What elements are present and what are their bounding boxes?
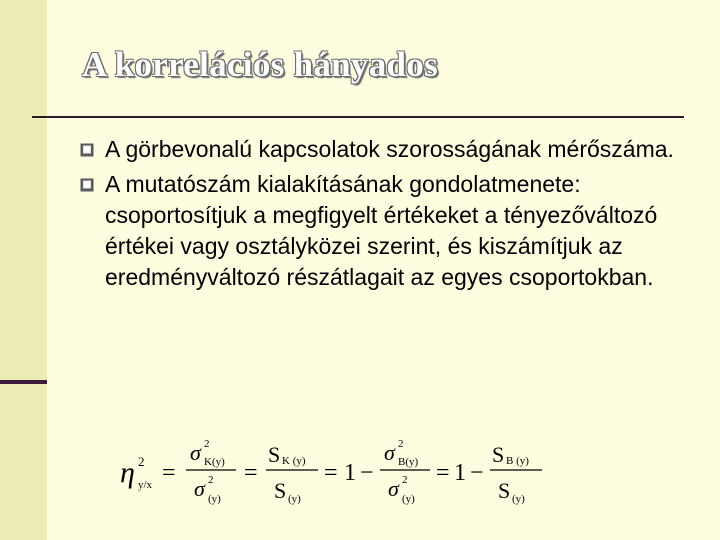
minus-sign: − bbox=[470, 460, 484, 486]
slide-title: A korrelációs hányados bbox=[82, 45, 439, 84]
sigma-den-sq: 2 bbox=[208, 474, 214, 486]
one: 1 bbox=[344, 460, 356, 486]
s-num: S bbox=[492, 442, 505, 467]
one: 1 bbox=[454, 460, 466, 486]
sigma-den-sub: (y) bbox=[402, 493, 415, 505]
s-den: S bbox=[274, 478, 287, 503]
bullet-text: A görbevonalú kapcsolatok szorosságának mérőszáma. bbox=[105, 136, 674, 162]
sigma-num-sub: K(y) bbox=[204, 456, 225, 468]
bullet-list bbox=[80, 134, 680, 297]
equals-sign: = bbox=[244, 460, 258, 486]
sigma-num: σ bbox=[190, 440, 201, 465]
sigma-den: σ bbox=[194, 476, 205, 501]
equals-sign: = bbox=[162, 460, 176, 486]
sigma-num-sq: 2 bbox=[204, 438, 210, 450]
eta-symbol: η bbox=[120, 456, 135, 489]
q-checkbox-icon bbox=[80, 178, 95, 193]
s-num: S bbox=[268, 442, 281, 467]
sigma-num: σ bbox=[384, 440, 395, 465]
minus-sign: − bbox=[360, 460, 374, 486]
sigma-num-sq: 2 bbox=[398, 438, 404, 450]
equals-sign: = bbox=[324, 460, 338, 486]
eta-sub: y/x bbox=[138, 479, 153, 491]
title-divider bbox=[32, 116, 684, 118]
sigma-den: σ bbox=[388, 476, 399, 501]
q-checkbox-icon bbox=[80, 143, 95, 158]
s-den: S bbox=[498, 478, 511, 503]
left-accent-band bbox=[0, 0, 47, 540]
s-den-sub: (y) bbox=[512, 493, 525, 505]
equals-sign: = bbox=[436, 460, 450, 486]
sigma-num-sub: B(y) bbox=[398, 456, 419, 468]
eta-sup: 2 bbox=[138, 454, 145, 469]
s-num-sub: B (y) bbox=[506, 455, 529, 467]
bullet-item bbox=[80, 134, 680, 165]
bullet-item bbox=[80, 169, 680, 293]
bullet-text: A mutatószám kialakításának gondolatmenete: csoportosítjuk a megfigyelt értékeket a tényezőváltozó értékei vagy osztályközei szerint, és kiszámítjuk az eredményváltozó részátlagait az egyes csoportokban. bbox=[105, 171, 658, 290]
sigma-den-sq: 2 bbox=[402, 474, 408, 486]
s-num-sub: K (y) bbox=[282, 455, 306, 467]
s-den-sub: (y) bbox=[288, 493, 301, 505]
correlation-ratio-formula bbox=[118, 430, 588, 510]
sigma-den-sub: (y) bbox=[208, 493, 221, 505]
accent-marker bbox=[0, 380, 47, 384]
